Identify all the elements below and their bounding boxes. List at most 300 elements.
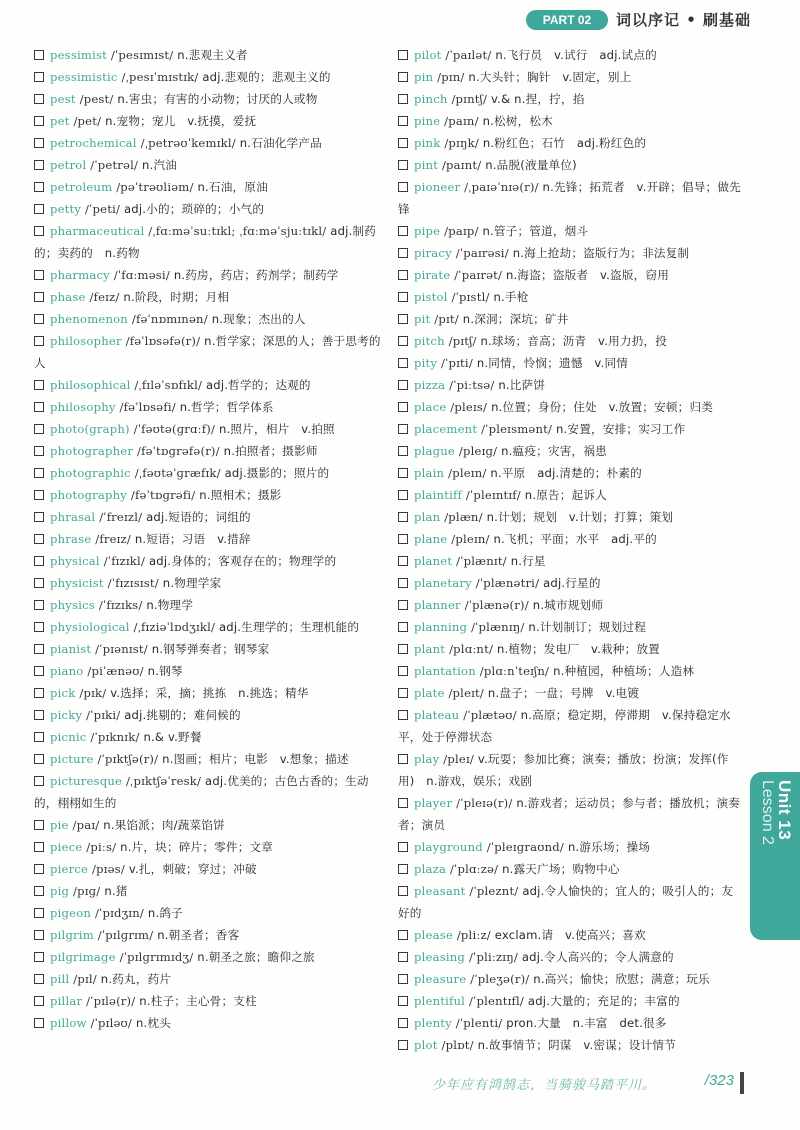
definition: n.管子；管道，烟斗 — [482, 224, 589, 238]
vocab-entry — [34, 88, 384, 110]
checkbox[interactable] — [34, 732, 44, 742]
phonetic: /ˈpɪənɪst/ — [95, 642, 148, 656]
checkbox[interactable] — [34, 842, 44, 852]
headword: plentiful — [414, 994, 466, 1008]
checkbox[interactable] — [34, 974, 44, 984]
definition: n.海上抢劫；盗版行为；非法复制 — [512, 246, 690, 260]
checkbox[interactable] — [34, 556, 44, 566]
definition: n.盘子；一盘；号牌 v.电镀 — [487, 686, 640, 700]
phonetic: /paɪ/ — [72, 818, 100, 832]
definition: adj.悲观的；悲观主义的 — [202, 70, 331, 84]
checkbox[interactable] — [398, 336, 408, 346]
vocab-entry — [34, 594, 384, 616]
vocab-entry — [398, 286, 743, 308]
phonetic: /ˈpɪti/ — [441, 356, 473, 370]
definition: n.种植园，种植场；人造林 — [553, 664, 695, 678]
phonetic: /fəˈlɒsəfə(r)/ — [125, 334, 201, 348]
definition: adj.令人高兴的；令人满意的 — [521, 950, 674, 964]
headword: pillow — [50, 1016, 87, 1030]
headword: petrol — [50, 158, 87, 172]
definition: adj.大量的；充足的；丰富的 — [527, 994, 680, 1008]
vocab-entry — [34, 44, 384, 66]
headword: planner — [414, 598, 461, 612]
vocab-entry — [398, 308, 743, 330]
checkbox[interactable] — [34, 50, 44, 60]
checkbox[interactable] — [34, 688, 44, 698]
checkbox[interactable] — [34, 512, 44, 522]
phonetic: /ˈpɪləʊ/ — [90, 1016, 133, 1030]
checkbox[interactable] — [34, 94, 44, 104]
phonetic: /pɪŋk/ — [444, 136, 479, 150]
headword: pioneer — [414, 180, 461, 194]
headword: photographer — [50, 444, 134, 458]
checkbox[interactable] — [398, 226, 408, 236]
definition: n.宠物；宠儿 v.抚摸，爱抚 — [105, 114, 257, 128]
checkbox[interactable] — [398, 402, 408, 412]
checkbox[interactable] — [34, 226, 44, 236]
lesson-label: Lesson 2 — [759, 780, 776, 845]
checkbox[interactable] — [34, 336, 44, 346]
vocab-entry — [398, 66, 743, 88]
vocab-entry — [34, 308, 384, 330]
phonetic: /fəˈtɒɡrəfi/ — [130, 488, 196, 502]
phonetic: /pleɪɡ/ — [458, 444, 498, 458]
unit-side-tab[interactable] — [750, 772, 800, 940]
checkbox[interactable] — [34, 864, 44, 874]
vocab-entry — [34, 264, 384, 286]
vocab-entry — [398, 462, 743, 484]
definition: n.松树，松木 — [482, 114, 553, 128]
phonetic: /ˈplɑːzə/ — [449, 862, 499, 876]
vocab-entry — [398, 242, 743, 264]
checkbox[interactable] — [34, 908, 44, 918]
vocab-entry — [398, 132, 743, 154]
page-bar — [740, 1072, 744, 1094]
definition: adj.优美的；古色古香的；生动的，栩栩如生的 — [34, 774, 369, 810]
definition: n.露天广场；购物中心 — [502, 862, 620, 876]
checkbox[interactable] — [398, 842, 408, 852]
phonetic: /ˈpesɪmɪst/ — [110, 48, 174, 62]
checkbox[interactable] — [34, 600, 44, 610]
headword: pleasant — [414, 884, 466, 898]
headword: pitch — [414, 334, 445, 348]
vocab-entry — [398, 616, 743, 638]
vocab-entry — [34, 396, 384, 418]
vocab-entry — [398, 44, 743, 66]
checkbox[interactable] — [398, 182, 408, 192]
phonetic: /plɑːnt/ — [449, 642, 494, 656]
headword: player — [414, 796, 453, 810]
vocab-entry — [398, 836, 743, 858]
checkbox[interactable] — [398, 424, 408, 434]
definition: n.石油，原油 — [197, 180, 268, 194]
headword: plate — [414, 686, 445, 700]
phonetic: /paɪn/ — [444, 114, 479, 128]
headword: pilgrimage — [50, 950, 116, 964]
phonetic: /ˈpleɪsmənt/ — [481, 422, 553, 436]
phonetic: /ˌpesɪˈmɪstɪk/ — [121, 70, 199, 84]
phonetic: /ˈfɪzɪkl/ — [103, 554, 146, 568]
vocab-entry — [398, 748, 743, 792]
phonetic: /plɑːnˈteɪʃn/ — [479, 664, 550, 678]
phonetic: /ˈplætəʊ/ — [463, 708, 517, 722]
definition: n.植物；发电厂 v.栽种；放置 — [496, 642, 660, 656]
definition: n.枕头 — [135, 1016, 171, 1030]
definition: n.& v.野餐 — [143, 730, 202, 744]
unit-label: Unit 13 — [775, 780, 794, 841]
headword: phase — [50, 290, 86, 304]
vocab-entry — [34, 924, 384, 946]
definition: adj.令人愉快的；宜人的；吸引人的；友好的 — [398, 884, 734, 920]
checkbox[interactable] — [34, 160, 44, 170]
definition: n.照片，相片 v.拍照 — [219, 422, 335, 436]
checkbox[interactable] — [398, 72, 408, 82]
phonetic: /ˈplænə(r)/ — [464, 598, 529, 612]
headword: planet — [414, 554, 453, 568]
definition: n.朝圣之旅；瞻仰之旅 — [197, 950, 315, 964]
headword: piece — [50, 840, 83, 854]
phonetic: /ˈpaɪrəsi/ — [455, 246, 509, 260]
checkbox[interactable] — [34, 182, 44, 192]
vocab-entry — [398, 638, 743, 660]
checkbox[interactable] — [34, 666, 44, 676]
definition: n.鸽子 — [147, 906, 183, 920]
headword: physiological — [50, 620, 130, 634]
phonetic: /feɪz/ — [89, 290, 120, 304]
checkbox[interactable] — [34, 710, 44, 720]
definition: adj.行星的 — [543, 576, 601, 590]
vocab-entry — [398, 396, 743, 418]
headword: philosophy — [50, 400, 116, 414]
footer-motto: 少年应有鸿鹄志，当骑骏马踏平川。 — [432, 1078, 657, 1093]
vocab-entry — [398, 418, 743, 440]
vocab-entry — [398, 682, 743, 704]
headword: pleasing — [414, 950, 466, 964]
vocab-entry — [398, 792, 743, 836]
phonetic: /pɪk/ — [79, 686, 107, 700]
checkbox[interactable] — [34, 952, 44, 962]
checkbox[interactable] — [398, 644, 408, 654]
definition: n.计划；规划 v.计划；打算；策划 — [486, 510, 674, 524]
definition: n.飞行员 v.试行 adj.试点的 — [495, 48, 657, 62]
phonetic: /ˈplænɪt/ — [456, 554, 507, 568]
checkbox[interactable] — [398, 292, 408, 302]
definition: n.药丸，药片 — [100, 972, 172, 986]
definition: n.朝圣者；香客 — [157, 928, 240, 942]
checkbox[interactable] — [398, 688, 408, 698]
headword: pillar — [50, 994, 83, 1008]
definition: n.瘟疫；灾害，祸患 — [501, 444, 607, 458]
vocab-entry — [34, 770, 384, 814]
phonetic: /ˈfɪzɪsɪst/ — [107, 576, 159, 590]
checkbox[interactable] — [34, 820, 44, 830]
headword: physical — [50, 554, 100, 568]
phonetic: /ˈpleɪntɪf/ — [465, 488, 521, 502]
definition: n.钢琴 — [147, 664, 183, 678]
checkbox[interactable] — [34, 1018, 44, 1028]
checkbox[interactable] — [398, 380, 408, 390]
page-header — [526, 8, 796, 32]
page-footer — [432, 1072, 744, 1098]
headword: picturesque — [50, 774, 123, 788]
vocab-entry — [34, 836, 384, 858]
vocab-entry — [398, 968, 743, 990]
vocab-entry — [34, 66, 384, 88]
checkbox[interactable] — [398, 116, 408, 126]
vocab-entry — [34, 550, 384, 572]
phonetic: /ˈplentɪfl/ — [468, 994, 525, 1008]
vocab-entry — [34, 506, 384, 528]
phonetic: /ˌfɪziəˈlɒdʒɪkl/ — [133, 620, 216, 634]
definition: n.游乐场；操场 — [567, 840, 651, 854]
checkbox[interactable] — [34, 468, 44, 478]
phonetic: /pleɪn/ — [448, 466, 487, 480]
vocab-entry — [398, 990, 743, 1012]
definition: n.猪 — [104, 884, 128, 898]
checkbox[interactable] — [34, 446, 44, 456]
definition: n.海盗；盗版者 v.盗版，窃用 — [506, 268, 670, 282]
checkbox[interactable] — [34, 534, 44, 544]
checkbox[interactable] — [34, 490, 44, 500]
checkbox[interactable] — [398, 468, 408, 478]
definition: pron.大量 n.丰富 det.很多 — [506, 1016, 667, 1030]
checkbox[interactable] — [34, 380, 44, 390]
phonetic: /fəˈlɒsəfi/ — [119, 400, 176, 414]
checkbox[interactable] — [34, 930, 44, 940]
definition: adj.挑剔的；难伺候的 — [124, 708, 241, 722]
right-column — [398, 44, 743, 1056]
definition: n.果馅派；肉/蔬菜馅饼 — [103, 818, 225, 832]
phonetic: /ˈplænɪŋ/ — [471, 620, 525, 634]
headword: pink — [414, 136, 441, 150]
checkbox[interactable] — [398, 666, 408, 676]
definition: n.故事情节；阴谋 v.密谋；设计情节 — [477, 1038, 676, 1052]
checkbox[interactable] — [34, 72, 44, 82]
definition: n.石油化学产品 — [239, 136, 322, 150]
definition: n.钢琴弹奏者；钢琴家 — [151, 642, 270, 656]
definition: v.玩耍；参加比赛；演奏；播放；扮演；发挥(作用) n.游戏，娱乐；戏剧 — [398, 752, 729, 788]
checkbox[interactable] — [34, 622, 44, 632]
vocab-entry — [398, 594, 743, 616]
headword: philosophical — [50, 378, 131, 392]
definition: n.照相术；摄影 — [199, 488, 282, 502]
phonetic: /ˈfreɪzl/ — [99, 510, 143, 524]
vocab-entry — [398, 1012, 743, 1034]
vocab-entry — [34, 1012, 384, 1034]
headword: pick — [50, 686, 76, 700]
headword: pipe — [414, 224, 441, 238]
checkbox[interactable] — [398, 1018, 408, 1028]
checkbox[interactable] — [34, 402, 44, 412]
vocab-entry — [398, 88, 743, 110]
phonetic: /piːs/ — [86, 840, 117, 854]
definition: exclam.请 v.使高兴；喜欢 — [494, 928, 646, 942]
headword: photo(graph) — [50, 422, 130, 436]
vocab-entry — [398, 154, 743, 176]
headword: pine — [414, 114, 441, 128]
headword: physics — [50, 598, 95, 612]
checkbox[interactable] — [34, 138, 44, 148]
headword: placement — [414, 422, 478, 436]
checkbox[interactable] — [398, 1040, 408, 1050]
checkbox[interactable] — [398, 578, 408, 588]
checkbox[interactable] — [34, 424, 44, 434]
phonetic: /ˌfɪləˈsɒfɪkl/ — [134, 378, 203, 392]
phonetic: /ˈpleɪɡraʊnd/ — [486, 840, 565, 854]
vocab-entry — [398, 484, 743, 506]
checkbox[interactable] — [398, 622, 408, 632]
checkbox[interactable] — [34, 578, 44, 588]
headword: petty — [50, 202, 82, 216]
headword: place — [414, 400, 447, 414]
definition: n.原告；起诉人 — [524, 488, 607, 502]
headword: plantation — [414, 664, 476, 678]
headword: pill — [50, 972, 70, 986]
headword: pinch — [414, 92, 448, 106]
phonetic: /ˈpaɪlət/ — [445, 48, 492, 62]
phonetic: /ˈpeti/ — [85, 202, 121, 216]
headword: pizza — [414, 378, 446, 392]
checkbox[interactable] — [34, 886, 44, 896]
checkbox[interactable] — [34, 776, 44, 786]
definition: adj.哲学的；达观的 — [205, 378, 311, 392]
headword: phrasal — [50, 510, 96, 524]
checkbox[interactable] — [34, 270, 44, 280]
phonetic: /pleɪs/ — [450, 400, 488, 414]
phonetic: /ˈpaɪrət/ — [454, 268, 503, 282]
vocab-entry — [34, 440, 384, 462]
checkbox[interactable] — [398, 556, 408, 566]
phonetic: /pɪntʃ/ — [451, 92, 488, 106]
definition: n.悲观主义者 — [177, 48, 248, 62]
checkbox[interactable] — [398, 248, 408, 258]
checkbox[interactable] — [398, 864, 408, 874]
vocab-entry — [34, 660, 384, 682]
checkbox[interactable] — [34, 314, 44, 324]
vocab-entry — [398, 264, 743, 286]
phonetic: /ˈplenti/ — [455, 1016, 503, 1030]
checkbox[interactable] — [398, 138, 408, 148]
definition: n.游戏者；运动员；参与者；播放机；演奏者；演员 — [398, 796, 741, 832]
vocab-entry — [34, 616, 384, 638]
definition: n.计划制订；规划过程 — [528, 620, 646, 634]
definition: n.球场；音高；沥青 v.用力扔，投 — [480, 334, 668, 348]
definition: n.飞机；平面；水平 adj.平的 — [493, 532, 657, 546]
checkbox[interactable] — [398, 534, 408, 544]
checkbox[interactable] — [398, 490, 408, 500]
checkbox[interactable] — [398, 798, 408, 808]
checkbox[interactable] — [398, 952, 408, 962]
definition: n.比萨饼 — [498, 378, 546, 392]
checkbox[interactable] — [398, 160, 408, 170]
definition: n.阶段，时期；月相 — [123, 290, 230, 304]
checkbox[interactable] — [398, 974, 408, 984]
checkbox[interactable] — [34, 644, 44, 654]
vocab-entry — [34, 858, 384, 880]
checkbox[interactable] — [398, 512, 408, 522]
definition: n.先锋；拓荒者 v.开辟；倡导；做先锋 — [398, 180, 741, 216]
vocab-entry — [398, 572, 743, 594]
headword: photographic — [50, 466, 131, 480]
checkbox[interactable] — [34, 116, 44, 126]
vocab-entry — [398, 176, 743, 220]
headword: pirate — [414, 268, 451, 282]
checkbox[interactable] — [34, 292, 44, 302]
vocab-entry — [34, 176, 384, 198]
headword: plot — [414, 1038, 438, 1052]
checkbox[interactable] — [398, 996, 408, 1006]
vocab-entry — [398, 924, 743, 946]
checkbox[interactable] — [398, 446, 408, 456]
vocab-entry — [34, 902, 384, 924]
checkbox[interactable] — [398, 50, 408, 60]
phonetic: /pɪtʃ/ — [448, 334, 477, 348]
definition: n.城市规划师 — [532, 598, 604, 612]
phonetic: /ˈpleɪə(r)/ — [456, 796, 513, 810]
headword: please — [414, 928, 453, 942]
definition: adj.短语的；词组的 — [146, 510, 251, 524]
phonetic: /pɪt/ — [434, 312, 459, 326]
definition: n.物理学家 — [162, 576, 222, 590]
definition: n.品脱(液量单位) — [485, 158, 577, 172]
headword: planetary — [414, 576, 472, 590]
headword: pig — [50, 884, 70, 898]
page-number: /323 — [704, 1072, 734, 1089]
vocab-entry — [398, 528, 743, 550]
headword: phrase — [50, 532, 92, 546]
definition: adj.制药的；卖药的 n.药物 — [34, 224, 377, 260]
headword: physicist — [50, 576, 104, 590]
checkbox[interactable] — [398, 600, 408, 610]
checkbox[interactable] — [398, 930, 408, 940]
phonetic: /pəˈtrəʊliəm/ — [116, 180, 194, 194]
phonetic: /ˈpɪktʃə(r)/ — [97, 752, 159, 766]
checkbox[interactable] — [34, 204, 44, 214]
checkbox[interactable] — [398, 358, 408, 368]
definition: n.片，块；碎片；零件；文章 — [120, 840, 274, 854]
vocab-entry — [398, 550, 743, 572]
phonetic: /pleɪn/ — [451, 532, 490, 546]
headword: playground — [414, 840, 483, 854]
checkbox[interactable] — [398, 270, 408, 280]
headword: pet — [50, 114, 70, 128]
definition: n.粉红色；石竹 adj.粉红色的 — [482, 136, 647, 150]
phonetic: /ˈpetrəl/ — [90, 158, 139, 172]
headword: play — [414, 752, 440, 766]
vocab-entry — [34, 418, 384, 440]
checkbox[interactable] — [398, 710, 408, 720]
vocab-entry — [398, 330, 743, 352]
phonetic: /ˈpɪlə(r)/ — [86, 994, 136, 1008]
phonetic: /ˈfɪzɪks/ — [98, 598, 143, 612]
headword: pilot — [414, 48, 442, 62]
vocab-entry — [398, 704, 743, 748]
checkbox[interactable] — [34, 754, 44, 764]
headword: plaintiff — [414, 488, 462, 502]
checkbox[interactable] — [398, 886, 408, 896]
phonetic: /ˈpɪki/ — [86, 708, 121, 722]
definition: n.短语；习语 v.措辞 — [134, 532, 251, 546]
checkbox[interactable] — [398, 754, 408, 764]
checkbox[interactable] — [398, 314, 408, 324]
checkbox[interactable] — [398, 94, 408, 104]
headword: pessimist — [50, 48, 108, 62]
phonetic: /ˌfɑːməˈsuːtɪkl; ˌfɑːməˈsjuːtɪkl/ — [148, 224, 327, 238]
checkbox[interactable] — [34, 996, 44, 1006]
definition: n.拍照者；摄影师 — [223, 444, 318, 458]
phonetic: /fəˈnɒmɪnən/ — [131, 312, 208, 326]
headword: pilgrim — [50, 928, 94, 942]
